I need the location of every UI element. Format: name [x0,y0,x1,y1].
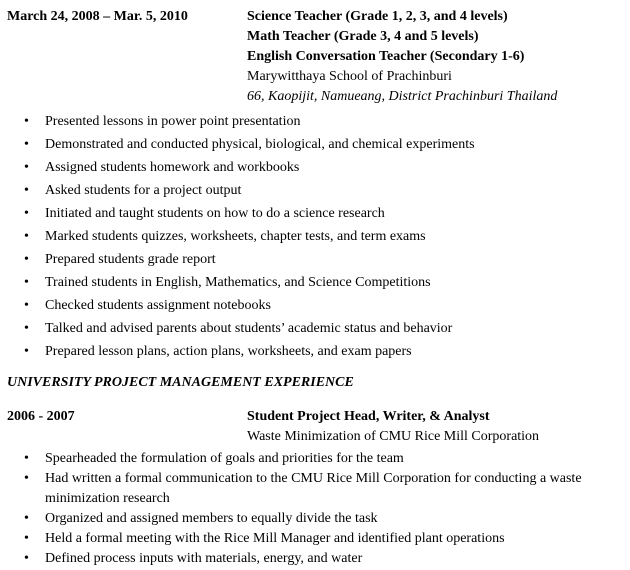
job1-title-line: Science Teacher (Grade 1, 2, 3, and 4 levels) [247,9,508,24]
job2-title: Student Project Head, Writer, & Analyst [247,409,490,424]
job2-date-range: 2006 - 2007 [7,409,75,424]
job1-bullet-item: • Asked students for a project output [7,181,622,201]
job1-header [7,7,622,107]
job2-bullet-list [7,449,622,569]
job1-address: 66, Kaopijit, Namueang, District Prachinburi Thailand [247,89,558,104]
job1-details [247,7,622,107]
job2-details [247,407,622,447]
job2-bullet-item: • Had written a formal communication to the CMU Rice Mill Corporation for conducting a waste minimization research [7,469,622,509]
job1-bullet-item: • Initiated and taught students on how to do a science research [7,204,622,224]
section-header-university-project-management: UNIVERSITY PROJECT MANAGEMENT EXPERIENCE [7,375,354,390]
job1-bullet-item: • Prepared students grade report [7,250,622,270]
job1-bullet-item: • Trained students in English, Mathematics, and Science Competitions [7,273,622,293]
job1-title-list [247,7,622,67]
job1-organization: Marywitthaya School of Prachinburi [247,69,452,84]
job1-title-line: Math Teacher (Grade 3, 4 and 5 levels) [247,29,479,44]
job2-bullet-item: • Spearheaded the formulation of goals and priorities for the team [7,449,622,469]
job1-bullet-item: • Checked students assignment notebooks [7,296,622,316]
job2-subtitle: Waste Minimization of CMU Rice Mill Corporation [247,429,540,444]
job1-title-line: English Conversation Teacher (Secondary 1-6) [247,49,525,64]
job2-bullet-item: • Defined process inputs with materials, energy, and water [7,549,622,569]
job1-bullet-item: • Demonstrated and conducted physical, biological, and chemical experiments [7,135,622,155]
job1-bullet-item: • Presented lessons in power point presentation [7,112,622,132]
job1-bullet-item: • Prepared lesson plans, action plans, worksheets, and exam papers [7,342,622,362]
job2-bullet-item: • Held a formal meeting with the Rice Mill Manager and identified plant operations [7,529,622,549]
job1-date-range: March 24, 2008 – Mar. 5, 2010 [7,9,188,24]
job2-bullet-item: • Organized and assigned members to equally divide the task [7,509,622,529]
job1-bullet-item: • Marked students quizzes, worksheets, chapter tests, and term exams [7,227,622,247]
job1-bullet-item: • Assigned students homework and workbooks [7,158,622,178]
job1-bullet-list [7,112,622,362]
job2-header [7,407,622,447]
job1-bullet-item: • Talked and advised parents about students’ academic status and behavior [7,319,622,339]
